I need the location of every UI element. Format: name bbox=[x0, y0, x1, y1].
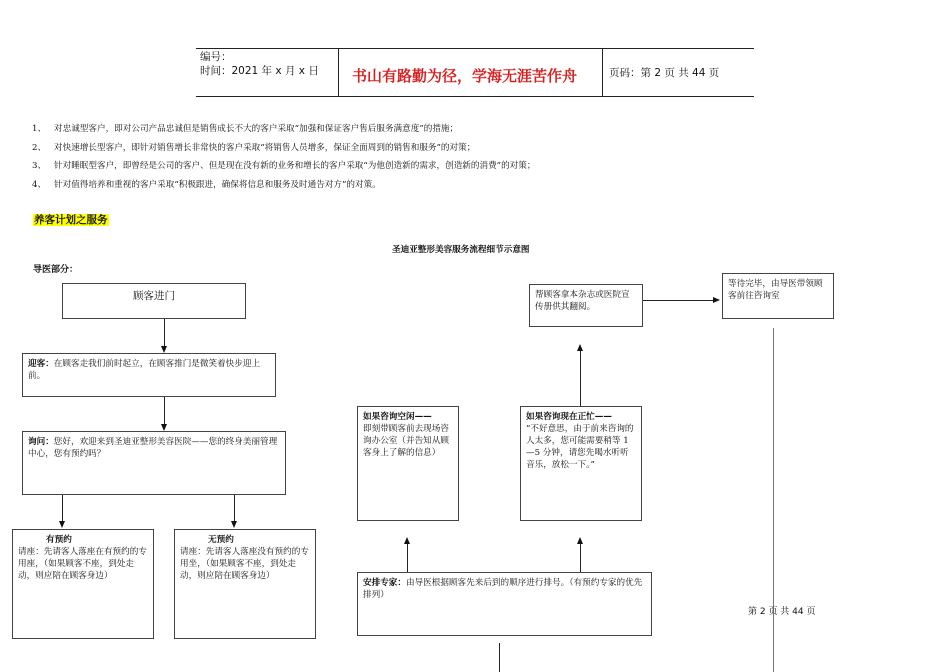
arrow-down-icon bbox=[59, 521, 65, 528]
ask-box: 询问：您好，欢迎来到圣迪亚整形美容医院——您的终身美丽管理中心，您有预约吗？ bbox=[22, 431, 286, 495]
header-time-label: 时间：2021 年 x 月 x 日 bbox=[200, 65, 319, 77]
connector-arrange-down bbox=[499, 643, 500, 672]
appointment-box: 有预约 请座：先请客人落座在有预约的专用座，（如果顾客不座，到处走动，则应陪在顾客身边） bbox=[12, 529, 154, 639]
connector-ask-appointment bbox=[62, 495, 63, 522]
list-item: 4、 针对值得培养和重视的客户采取“积极跟进，确保将信息和服务及时通告对方”的对策。 bbox=[32, 179, 381, 190]
arrange-expert-box: 安排专家：由导医根据顾客先来后到的顺序进行排号。（有预约专家的优先排列） bbox=[357, 572, 652, 636]
section-title: 养客计划之服务 bbox=[34, 214, 108, 226]
connector-arrange-busy bbox=[580, 544, 581, 572]
arrow-down-icon bbox=[161, 424, 167, 431]
greet-box: 迎客：在顾客走我们前时起立，在顾客推门是微笑着快步迎上前。 bbox=[22, 353, 276, 397]
header-divider-left bbox=[338, 48, 339, 96]
header-bottom-rule bbox=[196, 96, 754, 97]
arrow-up-icon bbox=[404, 537, 410, 544]
connector-wait-down bbox=[773, 328, 774, 672]
header-divider-right bbox=[602, 48, 603, 96]
connector-arrange-idle bbox=[407, 544, 408, 572]
consult-idle-box: 如果咨询空闲—— 即刻带顾客前去现场咨询办公室（并告知从顾客身上了解的信息） bbox=[357, 406, 459, 521]
arrow-up-icon bbox=[577, 537, 583, 544]
arrow-down-icon bbox=[231, 521, 237, 528]
header-page-label: 页码：第 2 页 共 44 页 bbox=[609, 67, 720, 79]
connector-ask-no-appointment bbox=[234, 495, 235, 522]
header-motto: 书山有路勤为径，学海无涯苦作舟 bbox=[352, 67, 578, 85]
list-item: 3、 针对睡眠型客户，即曾经是公司的客户、但是现在没有新的业务和增长的客户采取“为他创造新的需求，创造新的消费”的对策； bbox=[32, 161, 536, 171]
arrow-right-icon bbox=[713, 297, 720, 303]
chart-title: 圣迪亚整形美容服务流程细节示意图 bbox=[392, 245, 530, 255]
header-top-rule bbox=[196, 48, 754, 49]
wait-finish-box: 等待完毕，由导医带领顾客前往咨询室 bbox=[722, 273, 834, 319]
header-code-label: 编号： bbox=[200, 51, 232, 63]
consult-busy-box: 如果咨询现在正忙—— “不好意思，由于前来咨询的人太多，您可能需要稍等 1—5 分钟，请您先喝水听听音乐，放松一下。” bbox=[520, 406, 642, 521]
strategy-list bbox=[32, 120, 672, 194]
no-appointment-box: 无预约 请座：先请客人落座没有预约的专用坐，（如果顾客不座，到处走动，则应陪在顾客身边） bbox=[174, 529, 316, 639]
arrow-down-icon bbox=[161, 346, 167, 353]
page-footer: 第 2 页 共 44 页 bbox=[748, 607, 816, 617]
connector-greet-ask bbox=[164, 397, 165, 425]
arrow-up-icon bbox=[577, 344, 583, 351]
list-item: 2、 对快速增长型客户，即针对销售增长非常快的客户采取“将销售人员增多，保证全面周到的销售和服务”的对策； bbox=[32, 142, 476, 153]
customer-enter-box: 顾客进门 bbox=[62, 283, 246, 319]
magazine-box: 帮顾客拿本杂志或医院宣传册供其翻阅。 bbox=[529, 284, 643, 327]
connector-magazine-wait bbox=[643, 300, 713, 301]
subsection-label: 导医部分： bbox=[33, 265, 79, 275]
connector-enter-greet bbox=[164, 319, 165, 347]
connector-busy-magazine bbox=[580, 351, 581, 406]
list-item: 1、 对忠诚型客户，即对公司产品忠诚但是销售成长不大的客户采取“加强和保证客户售后服务满意度”的措施； bbox=[32, 124, 459, 134]
